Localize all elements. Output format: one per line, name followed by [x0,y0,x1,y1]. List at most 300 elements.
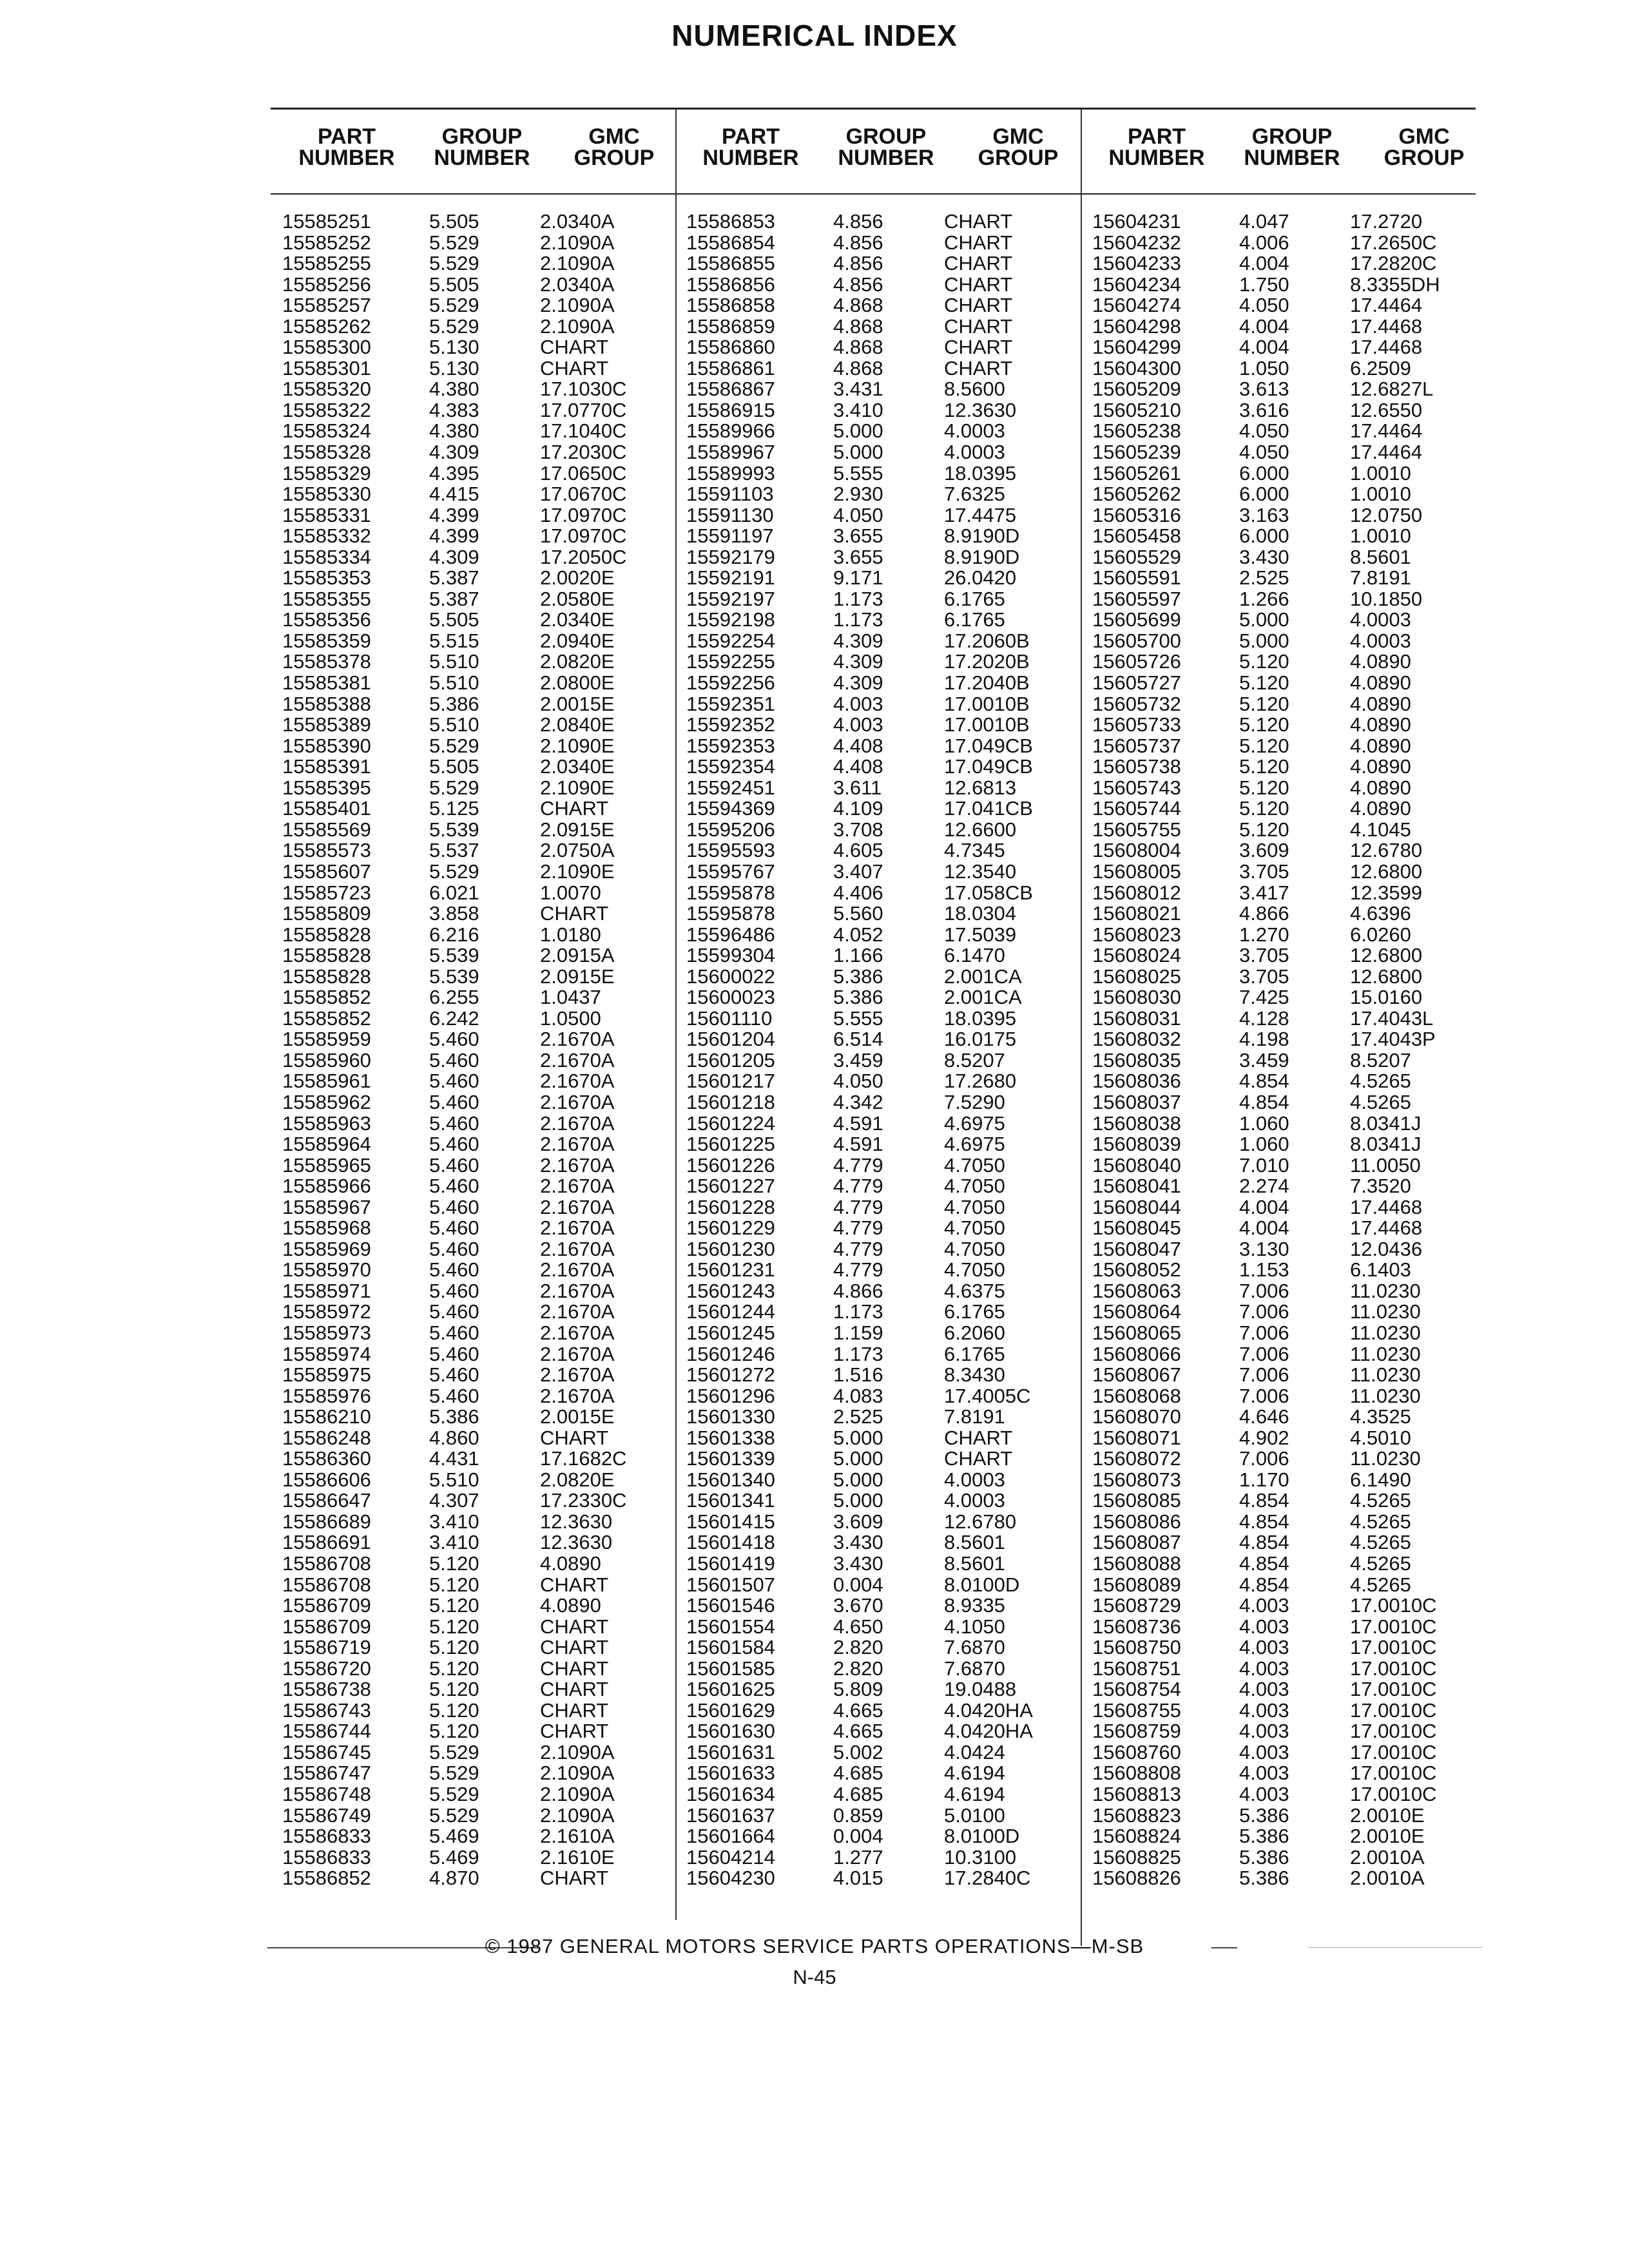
table-row [686,1281,1090,1302]
group-number-cell: 5.460 [429,1133,479,1156]
gmc-group-cell: 11.0230 [1350,1447,1421,1470]
group-number-cell: 5.386 [1239,1825,1289,1848]
gmc-group-cell: 4.0890 [1350,776,1411,799]
gmc-group-cell: 17.0770C [540,398,627,421]
table-row [686,295,1090,316]
part-number-cell: 15605744 [1092,797,1181,820]
part-number-cell: 15585355 [282,587,371,610]
gmc-group-cell: 2.1670A [540,1133,615,1156]
part-number-header: PART NUMBER [298,124,395,170]
gmc-group-cell: 17.2840C [944,1867,1031,1890]
group-number-cell: 7.006 [1239,1300,1289,1323]
table-row [1092,945,1496,966]
table-row [1092,337,1496,358]
part-number-cell: 15605239 [1092,441,1181,464]
gmc-group-cell: 12.3630 [540,1531,613,1554]
gmc-group-cell: 1.0010 [1350,524,1411,548]
gmc-group-cell: 4.0003 [944,1489,1005,1512]
gmc-group-cell: 2.1610A [540,1825,615,1848]
part-number-cell: 15608067 [1092,1363,1181,1387]
part-number-cell: 15604232 [1092,231,1181,254]
part-number-cell: 15604230 [686,1867,775,1890]
gmc-group-cell: 2.1670A [540,1070,615,1093]
group-number-cell: 4.395 [429,461,479,485]
table-row [686,253,1090,274]
gmc-group-cell: CHART [944,314,1013,338]
table-row [282,945,686,966]
group-number-cell: 5.386 [1239,1803,1289,1827]
table-row [1092,1763,1496,1784]
part-number-cell: 15585359 [282,629,371,652]
gmc-group-cell: 2.0800E [540,671,615,695]
part-number-cell: 15586915 [686,398,775,421]
part-number-cell: 15585852 [282,1006,371,1030]
table-row [1092,778,1496,799]
gmc-group-cell: 2.1090A [540,1803,615,1827]
table-row [282,568,686,589]
gmc-group-cell: 4.0890 [1350,692,1411,715]
gmc-group-cell: CHART [540,336,609,359]
part-number-cell: 15601340 [686,1468,775,1491]
group-number-cell: 2.525 [833,1405,883,1428]
part-number-cell: 15595206 [686,818,775,841]
part-number-cell: 15605755 [1092,818,1181,841]
part-number-cell: 15605210 [1092,398,1181,421]
gmc-group-cell: CHART [944,231,1013,254]
gmc-group-cell: 4.6375 [944,1279,1005,1302]
table-row [1092,484,1496,505]
part-number-cell: 15605458 [1092,524,1181,548]
gmc-group-cell: 2.1090A [540,1762,615,1785]
group-number-cell: 5.510 [429,650,479,673]
group-number-cell: 5.460 [429,1300,479,1323]
group-number-cell: 4.003 [1239,1762,1289,1785]
group-number-cell: 0.859 [833,1803,883,1827]
group-number-cell: 4.415 [429,483,479,506]
group-number-cell: 5.120 [429,1636,479,1659]
gmc-group-cell: 12.3630 [944,398,1017,421]
part-number-cell: 15608088 [1092,1552,1181,1575]
group-number-cell: 7.010 [1239,1153,1289,1177]
table-row [1092,1323,1496,1344]
table-row [1092,966,1496,988]
part-number-cell: 15585963 [282,1111,371,1135]
group-number-cell: 4.408 [833,755,883,778]
part-number-cell: 15586749 [282,1803,371,1827]
gmc-group-cell: 7.8191 [1350,566,1411,590]
part-number-cell: 15592256 [686,671,775,695]
group-number-cell: 5.000 [833,1426,883,1449]
gmc-group-cell: 2.001CA [944,986,1022,1009]
gmc-group-cell: 17.0010C [1350,1783,1437,1806]
part-number-cell: 15608823 [1092,1803,1181,1827]
table-row [686,987,1090,1008]
part-number-cell: 15586856 [686,273,775,296]
gmc-group-cell: 17.5039 [944,923,1017,946]
table-row [282,337,686,358]
gmc-group-cell: 8.3430 [944,1363,1005,1387]
gmc-group-cell: 17.0010C [1350,1762,1437,1785]
table-row [686,1092,1090,1113]
table-row [1092,1784,1496,1805]
part-number-cell: 15586708 [282,1573,371,1596]
gmc-group-cell: 2.1670A [540,1195,615,1218]
table-row [282,1700,686,1722]
gmc-group-cell: 2.0940E [540,629,615,652]
gmc-group-cell: 12.6813 [944,776,1017,799]
gmc-group-cell: CHART [540,1636,609,1659]
group-number-cell: 7.006 [1239,1321,1289,1344]
group-number-cell: 3.410 [429,1510,479,1533]
group-number-cell: 4.003 [1239,1720,1289,1743]
group-number-cell: 5.460 [429,1321,479,1344]
group-number-cell: 4.309 [429,545,479,568]
table-row [686,1218,1090,1239]
group-number-cell: 5.386 [1239,1845,1289,1869]
table-row [282,233,686,254]
table-row [282,442,686,463]
part-number-cell: 15601230 [686,1237,775,1260]
part-number-cell: 15608729 [1092,1594,1181,1617]
group-number-cell: 5.469 [429,1845,479,1869]
gmc-group-cell: 17.0010C [1350,1740,1437,1763]
table-row [686,1700,1090,1722]
part-number-cell: 15601204 [686,1028,775,1051]
table-row [1092,1553,1496,1575]
table-row [686,1658,1090,1680]
gmc-group-cell: 4.7345 [944,839,1005,862]
part-number-cell: 15608041 [1092,1175,1181,1198]
part-number-cell: 15586855 [686,252,775,275]
table-row [1092,1490,1496,1512]
group-number-cell: 3.407 [833,860,883,883]
group-number-cell: 5.000 [833,441,883,464]
part-number-cell: 15608052 [1092,1258,1181,1282]
table-row [282,1386,686,1407]
table-row [282,484,686,505]
table-row [282,1658,686,1680]
group-number-cell: 5.120 [429,1678,479,1701]
group-number-cell: 4.003 [1239,1783,1289,1806]
group-number-cell: 4.399 [429,503,479,526]
gmc-group-cell: 4.0890 [540,1552,601,1575]
gmc-group-cell: CHART [540,1615,609,1638]
table-row [282,1470,686,1491]
gmc-group-cell: 4.5010 [1350,1426,1411,1449]
gmc-group-cell: 4.0003 [1350,608,1411,631]
part-number-cell: 15585962 [282,1090,371,1113]
table-row [686,1637,1090,1658]
part-number-cell: 15585300 [282,336,371,359]
gmc-group-cell: 2.0010A [1350,1845,1425,1869]
table-row [686,526,1090,547]
part-number-cell: 15608065 [1092,1321,1181,1344]
part-number-cell: 15599304 [686,944,775,967]
table-row [1092,1658,1496,1680]
header-rule [271,193,1476,195]
table-row [282,966,686,988]
page-number: N-45 [793,1966,836,1988]
table-row [1092,1176,1496,1197]
gmc-group-cell: CHART [540,1426,609,1449]
table-row [686,694,1090,715]
gmc-group-cell: 4.0420HA [944,1698,1033,1722]
group-number-cell: 5.529 [429,1783,479,1806]
gmc-group-cell: 4.5265 [1350,1489,1411,1512]
part-number-cell: 15586745 [282,1740,371,1763]
gmc-group-cell: 17.0970C [540,503,627,526]
part-number-cell: 15589993 [686,461,775,485]
gmc-group-cell: 17.4043P [1350,1028,1436,1051]
part-number-cell: 15585381 [282,671,371,695]
group-number-cell: 5.120 [429,1615,479,1638]
group-number-header: GROUP NUMBER [838,124,934,170]
part-number-cell: 15591130 [686,503,774,526]
group-number-cell: 4.342 [833,1090,883,1113]
table-row [686,274,1090,296]
group-number-cell: 4.047 [1239,210,1289,233]
table-row [686,379,1090,400]
group-number-cell: 4.050 [833,1070,883,1093]
gmc-group-cell: 17.049CB [944,734,1033,757]
group-number-cell: 5.460 [429,1048,479,1072]
part-number-cell: 15585328 [282,441,371,464]
group-number-cell: 5.386 [429,1405,479,1428]
group-number-cell: 0.004 [833,1825,883,1848]
group-number-cell: 4.309 [833,650,883,673]
table-row [1092,1428,1496,1449]
group-number-cell: 4.779 [833,1153,883,1177]
group-number-cell: 5.460 [429,1175,479,1198]
gmc-group-cell: 2.1670A [540,1111,615,1135]
group-number-cell: 4.665 [833,1698,883,1722]
gmc-group-cell: 2.1670A [540,1175,615,1198]
group-number-cell: 5.120 [429,1552,479,1575]
table-row [686,1470,1090,1491]
table-row [686,1617,1090,1638]
group-number-cell: 6.000 [1239,483,1289,506]
part-number-cell: 15586833 [282,1845,371,1869]
table-row [282,1847,686,1869]
table-row [1092,756,1496,778]
group-number-cell: 3.616 [1239,398,1289,421]
group-number-cell: 4.004 [1239,314,1289,338]
gmc-group-cell: 12.0436 [1350,1237,1423,1260]
group-number-cell: 1.516 [833,1363,883,1387]
gmc-group-cell: 12.6600 [944,818,1017,841]
part-number-cell: 15592198 [686,608,775,631]
group-number-cell: 4.309 [833,629,883,652]
group-number-cell: 5.539 [429,965,479,988]
gmc-group-cell: 11.0230 [1350,1300,1421,1323]
table-row [282,756,686,778]
group-number-cell: 5.000 [833,1489,883,1512]
part-number-cell: 15601272 [686,1363,775,1387]
part-number-cell: 15585852 [282,986,371,1009]
group-number-cell: 5.529 [429,860,479,883]
part-number-cell: 15608813 [1092,1783,1181,1806]
gmc-group-cell: CHART [944,1447,1013,1470]
gmc-group-cell: 1.0500 [540,1006,601,1030]
part-number-cell: 15585401 [282,797,371,820]
part-number-cell: 15605737 [1092,734,1181,757]
table-row [686,505,1090,526]
gmc-group-cell: 6.1765 [944,587,1005,610]
gmc-group-cell: 18.0395 [944,1006,1017,1030]
group-number-cell: 5.000 [833,419,883,443]
group-number-cell: 4.854 [1239,1090,1289,1113]
gmc-group-cell: 17.4043L [1350,1006,1434,1030]
gmc-group-cell: 6.1490 [1350,1468,1411,1491]
part-number-cell: 15608826 [1092,1867,1181,1890]
part-number-cell: 15601584 [686,1636,775,1659]
gmc-group-cell: CHART [944,273,1013,296]
part-number-cell: 15586709 [282,1594,371,1617]
part-number-cell: 15601228 [686,1195,775,1218]
part-number-cell: 15605261 [1092,461,1181,485]
part-number-cell: 15585974 [282,1342,371,1365]
group-number-cell: 5.529 [429,1740,479,1763]
group-number-cell: 3.670 [833,1594,883,1617]
table-row [282,1575,686,1596]
gmc-group-cell: 8.5600 [944,378,1005,401]
part-number-cell: 15585331 [282,503,371,526]
gmc-group-cell: 4.7050 [944,1258,1005,1282]
gmc-group-cell: 2.0580E [540,587,615,610]
table-row [1092,1344,1496,1365]
gmc-group-cell: CHART [944,210,1013,233]
gmc-group-cell: 4.0890 [1350,755,1411,778]
part-number-cell: 15586248 [282,1426,371,1449]
table-row [282,778,686,799]
gmc-group-cell: 2.0915E [540,818,615,841]
group-number-cell: 5.120 [1239,755,1289,778]
table-row [1092,1721,1496,1742]
part-number-cell: 15605591 [1092,566,1181,590]
gmc-group-cell: 2.0915E [540,965,615,988]
group-number-cell: 4.605 [833,839,883,862]
part-number-cell: 15585569 [282,818,371,841]
table-row [1092,1742,1496,1763]
table-row [282,1365,686,1386]
part-number-cell: 15585723 [282,881,371,904]
table-row [282,547,686,568]
group-number-cell: 5.130 [429,356,479,380]
table-row [282,1763,686,1784]
group-number-cell: 5.460 [429,1279,479,1302]
part-number-cell: 15608047 [1092,1237,1181,1260]
group-number-cell: 5.387 [429,566,479,590]
group-number-cell: 5.120 [1239,692,1289,715]
part-number-cell: 15592352 [686,713,775,736]
group-number-cell: 7.006 [1239,1363,1289,1387]
index-rows [686,211,1090,1889]
table-row [686,820,1090,841]
gmc-group-cell: 12.6780 [1350,839,1423,862]
gmc-group-cell: 4.6975 [944,1111,1005,1135]
gmc-group-cell: 4.5265 [1350,1090,1411,1113]
gmc-group-cell: 1.0010 [1350,483,1411,506]
gmc-group-cell: CHART [540,356,609,380]
gmc-group-cell: 2.0820E [540,650,615,673]
gmc-group-cell: 17.4468 [1350,336,1423,359]
table-row [1092,1386,1496,1407]
part-number-cell: 15595878 [686,902,775,925]
part-number-cell: 15592254 [686,629,775,652]
gmc-group-cell: 17.4475 [944,503,1017,526]
table-row [686,358,1090,380]
part-number-cell: 15605726 [1092,650,1181,673]
table-row [282,903,686,925]
table-row [1092,840,1496,861]
part-number-cell: 15595593 [686,839,775,862]
gmc-group-cell: 2.1090E [540,734,615,757]
table-row [282,253,686,274]
gmc-group-cell: 4.6194 [944,1783,1005,1806]
gmc-group-cell: 4.7050 [944,1237,1005,1260]
group-number-cell: 4.854 [1239,1070,1289,1093]
table-row [282,715,686,736]
table-row [686,798,1090,820]
part-number-cell: 15585970 [282,1258,371,1282]
part-number-cell: 15601224 [686,1111,775,1135]
table-row [686,1113,1090,1135]
part-number-cell: 15586709 [282,1615,371,1638]
table-row [1092,903,1496,925]
gmc-group-cell: 6.2509 [1350,356,1411,380]
part-number-cell: 15605597 [1092,587,1181,610]
gmc-group-cell: 8.9190D [944,545,1020,568]
gmc-group-cell: 17.058CB [944,881,1033,904]
gmc-group-cell: 17.049CB [944,755,1033,778]
table-row [686,1239,1090,1260]
table-row [1092,1218,1496,1239]
part-number-cell: 15585329 [282,461,371,485]
gmc-group-cell: 2.1090E [540,860,615,883]
group-number-cell: 4.309 [833,671,883,695]
part-number-cell: 15585975 [282,1363,371,1387]
part-number-cell: 15585320 [282,378,371,401]
gmc-group-cell: 11.0230 [1350,1279,1421,1302]
gmc-group-cell: 2.1670A [540,1153,615,1177]
table-row [1092,421,1496,442]
table-row [282,736,686,757]
table-row [686,903,1090,925]
gmc-group-cell: 2.1670A [540,1237,615,1260]
group-number-cell: 5.539 [429,944,479,967]
part-number-cell: 15608736 [1092,1615,1181,1638]
gmc-group-cell: 17.0650C [540,461,627,485]
group-number-cell: 5.529 [429,294,479,317]
group-number-cell: 5.460 [429,1028,479,1051]
group-number-cell: 3.410 [833,398,883,421]
part-number-cell: 15605699 [1092,608,1181,631]
part-number-cell: 15586867 [686,378,775,401]
part-number-cell: 15585388 [282,692,371,715]
index-panel-3 [1092,124,1496,1890]
table-row [282,505,686,526]
part-number-cell: 15600023 [686,986,775,1009]
group-number-cell: 4.868 [833,356,883,380]
group-number-cell: 1.173 [833,587,883,610]
group-number-cell: 4.307 [429,1489,479,1512]
part-number-cell: 15601634 [686,1783,775,1806]
part-number-cell: 15608064 [1092,1300,1181,1323]
group-number-cell: 5.120 [1239,776,1289,799]
gmc-group-cell: 4.6194 [944,1762,1005,1785]
part-number-cell: 15585330 [282,483,371,506]
table-row [282,1197,686,1218]
